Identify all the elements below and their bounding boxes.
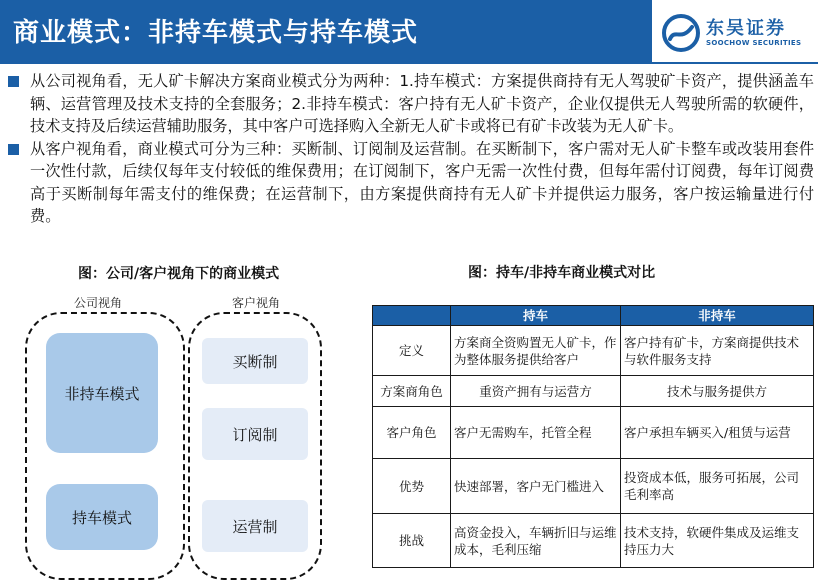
table-cell: 投资成本低，服务可拓展，公司毛利率高 (621, 459, 814, 514)
row-label: 优势 (373, 459, 451, 514)
table-cell: 客户持有矿卡，方案商提供技术与软件服务支持 (621, 326, 814, 376)
bullet-item (6, 70, 814, 138)
table-cell: 技术与服务提供方 (621, 376, 814, 407)
table-cell: 方案商全资购置无人矿卡，作为整体服务提供给客户 (451, 326, 621, 376)
logo-text-cn: 东吴证券 (706, 18, 786, 39)
table-row (373, 514, 814, 568)
table-header-cell: 非持车 (621, 306, 814, 326)
table-cell: 高资金投入，车辆折旧与运维成本，毛利压缩 (451, 514, 621, 568)
ownership-mode-box: 持车模式 (46, 484, 158, 550)
table-cell: 重资产拥有与运营方 (451, 376, 621, 407)
table-row (373, 407, 814, 459)
brand-logo (662, 10, 812, 56)
header (0, 0, 818, 64)
left-figure-title: 图：公司/客户视角下的商业模式 (78, 266, 280, 282)
page-title: 商业模式：非持车模式与持车模式 (13, 18, 419, 48)
logo-text-en: SOOCHOW SECURITIES (706, 39, 802, 47)
operation-mode-box: 运营制 (202, 500, 308, 552)
table-cell: 客户承担车辆买入/租赁与运营 (621, 407, 814, 459)
table-cell: 快速部署，客户无门槛进入 (451, 459, 621, 514)
bullet-text: 从公司视角看，无人矿卡解决方案商业模式分为两种：1.持车模式：方案提供商持有无人驾驶矿卡资产，提供涵盖车辆、运营管理及技术支持的全套服务；2.非持车模式：客户持有无人矿卡资产，企业仅提供无人驾驶所需的软硬件，技术支持及后续运营辅助服务，其中客户可选择购入全新无人矿卡或将已有矿卡改装为无人矿卡。 (30, 72, 814, 135)
table-header-cell (373, 306, 451, 326)
row-label: 方案商角色 (373, 376, 451, 407)
table-cell: 客户无需购车，托管全程 (451, 407, 621, 459)
right-figure-title: 图：持车/非持车商业模式对比 (468, 265, 656, 281)
soochow-logo-icon (662, 14, 700, 52)
bullet-text: 从客户视角看，商业模式可分为三种：买断制、订阅制及运营制。在买断制下，客户需对无人矿卡整车或改装用套件一次性付款，后续仅每年支付较低的维保费用；在订阅制下，客户无需一次性付费，但每年需付订阅费，每年订阅费高于买断制每年需支付的维保费；在运营制下，由方案提供商持有无人矿卡并提供运力服务，客户按运输量进行付费。 (30, 139, 814, 225)
table-row (373, 376, 814, 407)
bullet-list (6, 70, 814, 228)
bullet-item (6, 138, 814, 228)
row-label: 客户角色 (373, 407, 451, 459)
header-divider (0, 62, 818, 64)
table-header-row (373, 306, 814, 326)
table-row (373, 459, 814, 514)
comparison-table (372, 305, 814, 568)
title-bar (0, 0, 652, 62)
row-label: 定义 (373, 326, 451, 376)
subscription-mode-box: 订阅制 (202, 408, 308, 460)
table-row (373, 326, 814, 376)
table-cell: 技术支持，软硬件集成及运维支持压力大 (621, 514, 814, 568)
square-bullet-icon (8, 144, 19, 155)
row-label: 挑战 (373, 514, 451, 568)
square-bullet-icon (8, 76, 19, 87)
table-header-cell: 持车 (451, 306, 621, 326)
company-perspective-label: 公司视角 (74, 296, 123, 310)
non-ownership-mode-box: 非持车模式 (46, 333, 158, 453)
customer-perspective-label: 客户视角 (232, 296, 281, 310)
buyout-mode-box: 买断制 (202, 338, 308, 384)
